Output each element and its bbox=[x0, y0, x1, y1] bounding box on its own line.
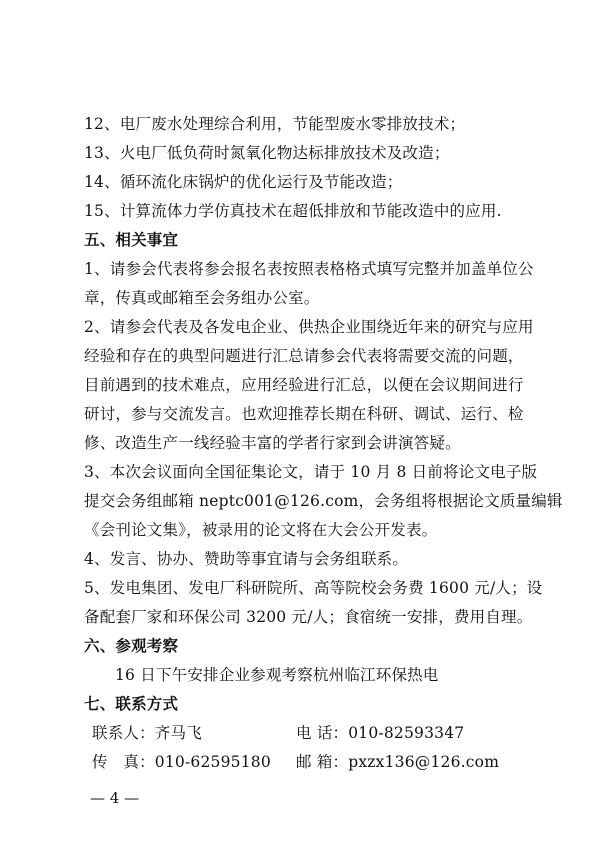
section-heading: 五、相关事宜 bbox=[84, 231, 179, 249]
paragraph-line: 目前遇到的技术难点，应用经验进行汇总，以便在会议期间进行 bbox=[84, 376, 524, 394]
paragraph-line: 4、发言、协办、赞助等事宜请与会务组联系。 bbox=[84, 550, 409, 568]
contact-phone: 电 话：010-82593347 bbox=[296, 724, 465, 742]
paragraph-line: 章，传真或邮箱至会务组办公室。 bbox=[84, 289, 320, 307]
contact-email: 邮 箱：pxzx136@126.com bbox=[296, 753, 500, 771]
contact-person: 联系人：齐马飞 bbox=[92, 724, 202, 742]
section-heading: 六、参观考察 bbox=[84, 637, 179, 655]
list-item: 13、火电厂低负荷时氮氧化物达标排放技术及改造； bbox=[84, 144, 450, 162]
paragraph-line: 1、请参会代表将参会报名表按照表格格式填写完整并加盖单位公 bbox=[84, 260, 534, 278]
list-item: 14、循环流化床锅炉的优化运行及节能改造； bbox=[84, 173, 403, 191]
visit-text: 16 日下午安排企业参观考察杭州临江环保热电 bbox=[115, 666, 439, 684]
paragraph-line: 2、请参会代表及各发电企业、供热企业围绕近年来的研究与应用 bbox=[84, 318, 534, 336]
section-heading: 七、联系方式 bbox=[84, 695, 179, 713]
contact-fax: 传 真：010-62595180 bbox=[92, 753, 271, 771]
list-item: 15、计算流体力学仿真技术在超低排放和节能改造中的应用. bbox=[84, 202, 502, 220]
paragraph-line: 5、发电集团、发电厂科研院所、高等院校会务费 1600 元/人；设 bbox=[84, 579, 543, 597]
paragraph-line: 提交会务组邮箱 neptc001@126.com，会务组将根据论文质量编辑 bbox=[84, 492, 563, 510]
paragraph-line: 研讨，参与交流发言。也欢迎推荐长期在科研、调试、运行、检 bbox=[84, 405, 524, 423]
paragraph-line: 《会刊论文集》，被录用的论文将在大会公开发表。 bbox=[84, 521, 438, 539]
paragraph-line: 3、本次会议面向全国征集论文，请于 10 月 8 日前将论文电子版 bbox=[84, 463, 538, 481]
paragraph-line: 经验和存在的典型问题进行汇总请参会代表将需要交流的问题， bbox=[84, 347, 524, 365]
paragraph-line: 备配套厂家和环保公司 3200 元/人；食宿统一安排，费用自理。 bbox=[84, 608, 533, 626]
paragraph-line: 修、改造生产一线经验丰富的学者行家到会讲演答疑。 bbox=[84, 434, 461, 452]
page-number: — 4 — bbox=[90, 789, 140, 807]
list-item: 12、电厂废水处理综合利用，节能型废水零排放技术； bbox=[84, 115, 466, 133]
